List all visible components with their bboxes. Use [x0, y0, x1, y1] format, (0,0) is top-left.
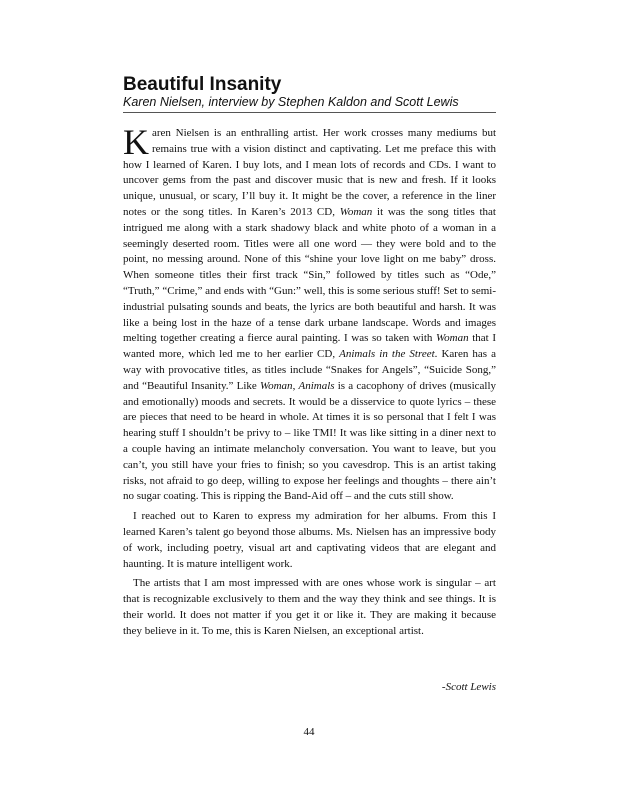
album-title-animals: Animals — [298, 379, 335, 392]
album-title-woman: Woman — [436, 332, 469, 345]
title-divider — [123, 112, 496, 113]
author-signature: -Scott Lewis — [441, 681, 496, 693]
page-number: 44 — [303, 726, 315, 738]
album-title-woman: Woman — [259, 379, 293, 392]
paragraph-1 — [123, 122, 497, 505]
paragraph-2: I reached out to Karen to express my admiration for her albums. From this I learned Karen’s talent go beyond those albums. Ms. Nielsen has an impressive body of work, including poetry, visual art and captivating videos that are elegant and haunting. It is mature intelligent work. — [123, 510, 496, 570]
album-title-woman: Woman — [339, 205, 373, 218]
drop-cap: K — [123, 122, 149, 162]
article-byline: Karen Nielsen, interview by Stephen Kaldon and Scott Lewis — [123, 95, 459, 109]
album-title-animals-in-the-street: Animals in the Street — [339, 348, 435, 361]
article-title: Beautiful Insanity — [123, 74, 282, 95]
paragraph-1-text-b: it was the song titles that intrigued me along with a stark shadowy black and white photo of a woman in a seemingly deserted room. Titles were all one word — they were bold and to the point, no messing around. None of this “shine your love light on me baby” dross. When someone titles their first track “Sin,” followed by titles such as “Ode,” “Truth,” “Crime,” and ends with “Gun:” well, this is some serious stuff! Set to semi-industrial pulsating sounds and beats, the lyrics are both beautiful and harsh. It was like a being lost in the haze of a tense dark urbane landscape. Words and images melting together creating a fierce aural painting. I was so taken with — [123, 205, 496, 345]
paragraph-1-text-c: that I wanted more, which led me to her earlier CD, — [123, 332, 496, 361]
paragraph-1-text-d: . Karen has a way with provocative titles, as titles include “Snakes for Angels”, “Suicide Song,” and “Beautiful Insanity.” Like — [123, 348, 497, 392]
article-body — [123, 122, 497, 640]
paragraph-1-text-f: is a cacophony of drives (musically and emotionally) moods and secrets. It would be a disservice to quote lyrics – these are pieces that need to be heard in whole. At times it is so personal that I felt I was hearing stuff I shouldn’t be privy to – like TMI! It was like sitting in a diner next to a couple having an intimate melancholy conversation. You want to leave, but you can’t, you still have your fries to finish; so you cavesdrop. This is an artist taking risks, not afraid to go deep, willing to expose her feelings and thoughts – there ain’t no sugar coating. This is ripping the Band-Aid off – and the cuts still show. — [123, 379, 496, 503]
paragraph-1-text-e: , — [292, 379, 299, 392]
paragraph-1-text-a: aren Nielsen is an enthralling artist. Her work crosses many mediums but remains true with a vision distinct and captivating. Let me preface this with how I learned of Karen. I buy lots, and I mean lots of records and CDs. I want to uncover gems from the past and discover music that is new and fresh. If it looks unique, unusual, or scary, I’ll buy it. It might be the cover, a reference in the liner notes or the song titles. In Karen’s 2013 CD, — [123, 127, 496, 218]
paragraph-3: The artists that I am most impressed with are ones whose work is singular – art that is recognizable exclusively to them and the way they think and see things. It is their world. It does not matter if you get it or like it. They are making it because they believe in it. To me, this is Karen Nielsen, an exceptional artist. — [123, 577, 496, 637]
